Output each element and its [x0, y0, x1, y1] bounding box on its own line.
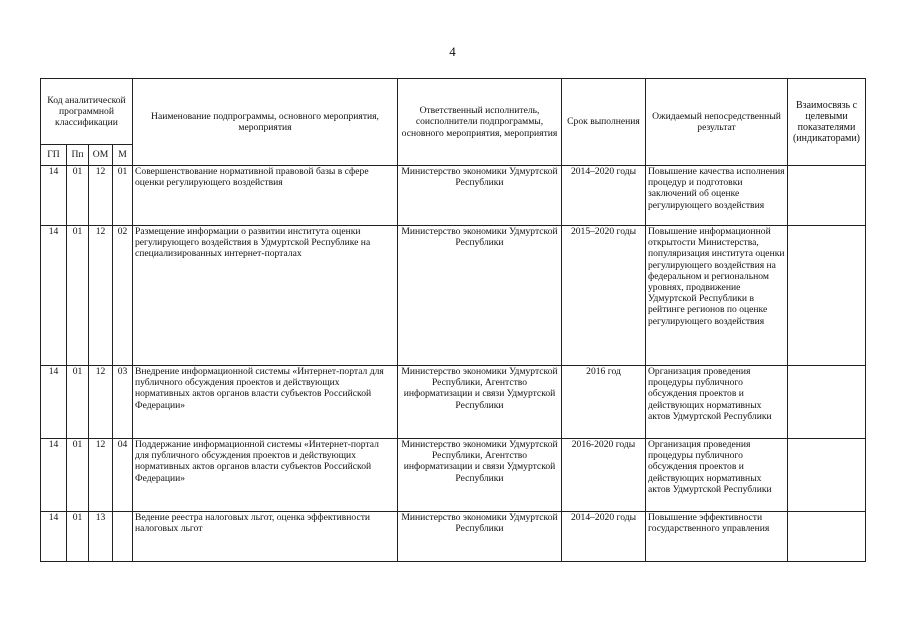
cell-executor: Министерство экономики Удмуртской Республики	[398, 226, 562, 366]
table-row	[41, 226, 866, 366]
header-relation: Взаимосвязь с целевыми показателями (индикаторами)	[788, 79, 866, 166]
cell-pp: 01	[67, 226, 89, 366]
header-executor: Ответственный исполнитель, соисполнители подпрограммы, основного мероприятия, мероприятия	[398, 79, 562, 166]
cell-m	[113, 512, 133, 562]
header-result: Ожидаемый непосредственный результат	[646, 79, 788, 166]
cell-result: Повышение информационной открытости Министерства, популяризация института оценки регулирующего воздействия на федеральном и региональном уровнях, продвижение Удмуртской Республики в рейтинге регионов по оценке регулирующего воздействия	[646, 226, 788, 366]
program-table	[40, 78, 866, 562]
cell-gp: 14	[41, 226, 67, 366]
cell-executor: Министерство экономики Удмуртской Республики	[398, 512, 562, 562]
cell-result: Организация проведения процедуры публичного обсуждения проектов и действующих нормативных актов Удмуртской Республики	[646, 366, 788, 439]
cell-term: 2015–2020 годы	[562, 226, 646, 366]
cell-term: 2014–2020 годы	[562, 512, 646, 562]
header-code-gp: ГП	[41, 145, 67, 166]
cell-gp: 14	[41, 166, 67, 226]
cell-executor: Министерство экономики Удмуртской Республики, Агентство информатизации и связи Удмуртской Республики	[398, 439, 562, 512]
cell-relation	[788, 166, 866, 226]
cell-m: 02	[113, 226, 133, 366]
table-row	[41, 512, 866, 562]
header-code-om: ОМ	[89, 145, 113, 166]
cell-term: 2016-2020 годы	[562, 439, 646, 512]
cell-name: Размещение информации о развитии института оценки регулирующего воздействия в Удмуртской Республике на специализированных интернет-порталах	[133, 226, 398, 366]
header-code-group: Код аналитической программной классификации	[41, 79, 133, 145]
cell-term: 2014–2020 годы	[562, 166, 646, 226]
cell-relation	[788, 366, 866, 439]
cell-m: 01	[113, 166, 133, 226]
cell-gp: 14	[41, 439, 67, 512]
cell-gp: 14	[41, 512, 67, 562]
cell-pp: 01	[67, 512, 89, 562]
cell-executor: Министерство экономики Удмуртской Республики	[398, 166, 562, 226]
cell-m: 03	[113, 366, 133, 439]
header-name: Наименование подпрограммы, основного мероприятия, мероприятия	[133, 79, 398, 166]
cell-gp: 14	[41, 366, 67, 439]
cell-result: Повышение качества исполнения процедур и подготовки заключений об оценке регулирующего воздействия	[646, 166, 788, 226]
cell-name: Ведение реестра налоговых льгот, оценка эффективности налоговых льгот	[133, 512, 398, 562]
table-row	[41, 439, 866, 512]
cell-result: Организация проведения процедуры публичного обсуждения проектов и действующих нормативных актов Удмуртской Республики	[646, 439, 788, 512]
header-code-m: М	[113, 145, 133, 166]
cell-om: 12	[89, 166, 113, 226]
cell-m: 04	[113, 439, 133, 512]
cell-result: Повышение эффективности государственного управления	[646, 512, 788, 562]
header-code-pp: Пп	[67, 145, 89, 166]
cell-term: 2016 год	[562, 366, 646, 439]
page-number: 4	[449, 44, 456, 59]
cell-name: Поддержание информационной системы «Интернет-портал для публичного обсуждения проектов и действующих нормативных актов органов власти субъектов Российской Федерации»	[133, 439, 398, 512]
cell-relation	[788, 226, 866, 366]
cell-om: 13	[89, 512, 113, 562]
cell-executor: Министерство экономики Удмуртской Республики, Агентство информатизации и связи Удмуртской Республики	[398, 366, 562, 439]
cell-om: 12	[89, 366, 113, 439]
cell-pp: 01	[67, 439, 89, 512]
cell-om: 12	[89, 226, 113, 366]
table-row	[41, 166, 866, 226]
cell-om: 12	[89, 439, 113, 512]
header-term: Срок выполнения	[562, 79, 646, 166]
cell-pp: 01	[67, 166, 89, 226]
cell-name: Внедрение информационной системы «Интернет-портал для публичного обсуждения проектов и действующих нормативных актов органов власти субъектов Российской Федерации»	[133, 366, 398, 439]
cell-name: Совершенствование нормативной правовой базы в сфере оценки регулирующего воздействия	[133, 166, 398, 226]
cell-relation	[788, 439, 866, 512]
table-row	[41, 366, 866, 439]
cell-relation	[788, 512, 866, 562]
cell-pp: 01	[67, 366, 89, 439]
